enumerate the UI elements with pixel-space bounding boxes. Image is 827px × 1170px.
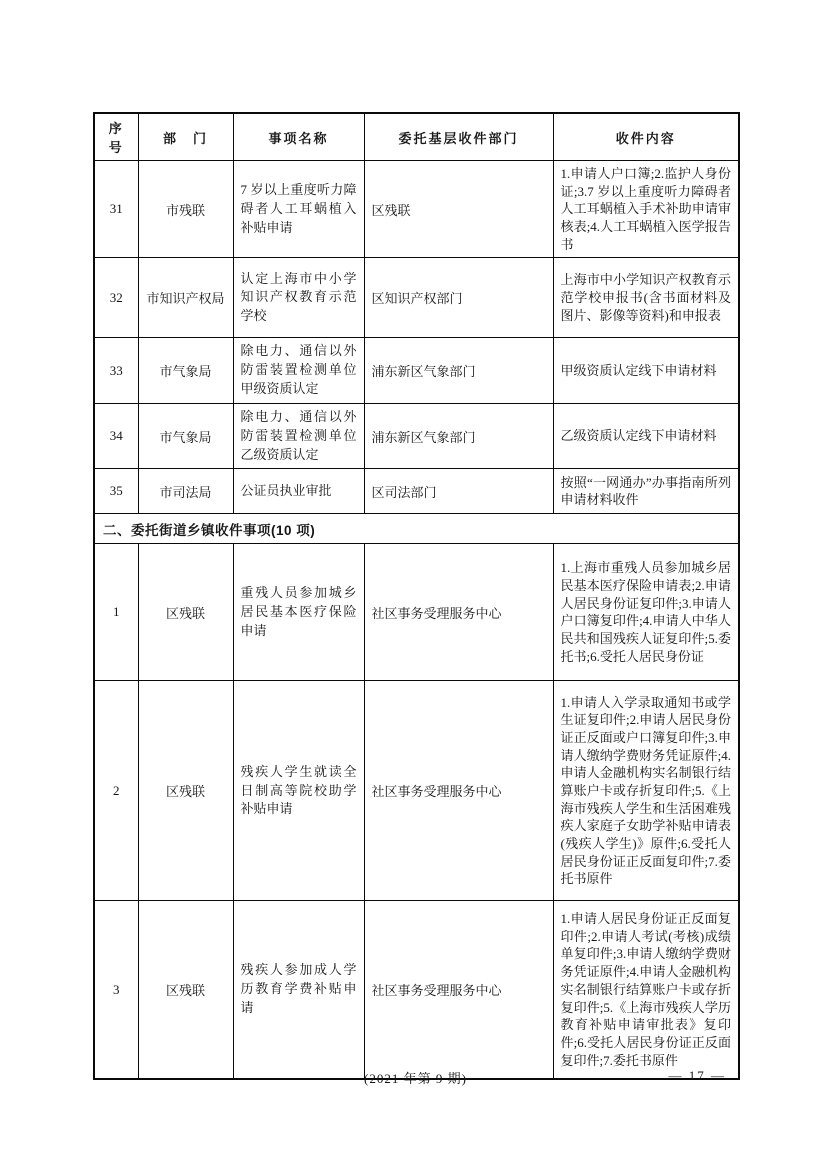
cell-number: 31 bbox=[94, 161, 138, 258]
cell-receiver: 区知识产权部门 bbox=[364, 258, 553, 338]
cell-item-name: 残疾人学生就读全日制高等院校助学补贴申请 bbox=[233, 681, 364, 901]
cell-number: 34 bbox=[94, 403, 138, 469]
cell-item-name: 公证员执业审批 bbox=[233, 469, 364, 514]
table-row bbox=[94, 258, 739, 338]
table-row bbox=[94, 901, 739, 1079]
cell-receiver: 区司法部门 bbox=[364, 469, 553, 514]
header-item-name: 事项名称 bbox=[233, 113, 364, 161]
cell-receiver: 社区事务受理服务中心 bbox=[364, 544, 553, 681]
footer-issue-label: (2021 年第 9 期) bbox=[364, 1071, 467, 1086]
delegated-items-table bbox=[93, 112, 740, 1080]
cell-department: 市气象局 bbox=[138, 338, 233, 404]
cell-number: 2 bbox=[94, 681, 138, 901]
footer-page-number: — 17 — bbox=[668, 1068, 726, 1083]
section2-title: 二、委托街道乡镇收件事项(10 项) bbox=[94, 514, 739, 544]
cell-content: 乙级资质认定线下申请材料 bbox=[553, 403, 739, 469]
cell-item-name: 认定上海市中小学知识产权教育示范学校 bbox=[233, 258, 364, 338]
cell-content: 1.申请人户口簿;2.监护人身份证;3.7 岁以上重度听力障碍者人工耳蜗植入手术补助申请审核表;4.人工耳蜗植入医学报告书 bbox=[553, 161, 739, 258]
cell-item-name: 残疾人参加成人学历教育学费补贴申请 bbox=[233, 901, 364, 1079]
cell-content: 上海市中小学知识产权教育示范学校申报书(含书面材料及图片、影像等资料)和申报表 bbox=[553, 258, 739, 338]
section2-title-row bbox=[94, 514, 739, 544]
cell-department: 区残联 bbox=[138, 681, 233, 901]
section2-header bbox=[94, 514, 739, 544]
table-row bbox=[94, 544, 739, 681]
cell-receiver: 区残联 bbox=[364, 161, 553, 258]
header-content: 收件内容 bbox=[553, 113, 739, 161]
cell-item-name: 除电力、通信以外防雷装置检测单位乙级资质认定 bbox=[233, 403, 364, 469]
cell-department: 区残联 bbox=[138, 901, 233, 1079]
header-number: 序号 bbox=[94, 113, 138, 161]
cell-receiver: 浦东新区气象部门 bbox=[364, 403, 553, 469]
cell-department: 市司法局 bbox=[138, 469, 233, 514]
table-header-row bbox=[94, 113, 739, 161]
cell-receiver: 浦东新区气象部门 bbox=[364, 338, 553, 404]
cell-content: 1.申请人入学录取通知书或学生证复印件;2.申请人居民身份证正反面或户口簿复印件;3.申请人缴纳学费财务凭证原件;4.申请人金融机构实名制银行结算账户卡或存折复印件;5.《上海市残疾人学生和生活困难残疾人家庭子女助学补贴申请表(残疾人学生)》原件;6.受托人居民身份证正反面复印件;7.委托书原件 bbox=[553, 681, 739, 901]
cell-number: 35 bbox=[94, 469, 138, 514]
cell-item-name: 重残人员参加城乡居民基本医疗保险申请 bbox=[233, 544, 364, 681]
cell-department: 市残联 bbox=[138, 161, 233, 258]
cell-department: 市气象局 bbox=[138, 403, 233, 469]
table-row bbox=[94, 469, 739, 514]
section2-rows bbox=[94, 544, 739, 1079]
cell-number: 32 bbox=[94, 258, 138, 338]
cell-number: 1 bbox=[94, 544, 138, 681]
section1-rows bbox=[94, 161, 739, 514]
cell-content: 甲级资质认定线下申请材料 bbox=[553, 338, 739, 404]
header-receiver: 委托基层收件部门 bbox=[364, 113, 553, 161]
cell-receiver: 社区事务受理服务中心 bbox=[364, 681, 553, 901]
cell-department: 市知识产权局 bbox=[138, 258, 233, 338]
cell-content: 1.申请人居民身份证正反面复印件;2.申请人考试(考核)成绩单复印件;3.申请人缴纳学费财务凭证原件;4.申请人金融机构实名制银行结算账户卡或存折复印件;5.《上海市残疾人学历教育补贴申请审批表》复印件;6.受托人居民身份证正反面复印件;7.委托书原件 bbox=[553, 901, 739, 1079]
table-header bbox=[94, 113, 739, 161]
table-row bbox=[94, 338, 739, 404]
cell-item-name: 7 岁以上重度听力障碍者人工耳蜗植入补贴申请 bbox=[233, 161, 364, 258]
cell-number: 3 bbox=[94, 901, 138, 1079]
table-row bbox=[94, 161, 739, 258]
cell-content: 按照“一网通办”办事指南所列申请材料收件 bbox=[553, 469, 739, 514]
table-row bbox=[94, 403, 739, 469]
cell-department: 区残联 bbox=[138, 544, 233, 681]
page-footer bbox=[93, 1068, 738, 1088]
cell-item-name: 除电力、通信以外防雷装置检测单位甲级资质认定 bbox=[233, 338, 364, 404]
cell-number: 33 bbox=[94, 338, 138, 404]
header-department: 部 门 bbox=[138, 113, 233, 161]
cell-content: 1.上海市重残人员参加城乡居民基本医疗保险申请表;2.申请人居民身份证复印件;3.申请人户口簿复印件;4.申请人中华人民共和国残疾人证复印件;5.委托书;6.受托人居民身份证 bbox=[553, 544, 739, 681]
cell-receiver: 社区事务受理服务中心 bbox=[364, 901, 553, 1079]
table-row bbox=[94, 681, 739, 901]
